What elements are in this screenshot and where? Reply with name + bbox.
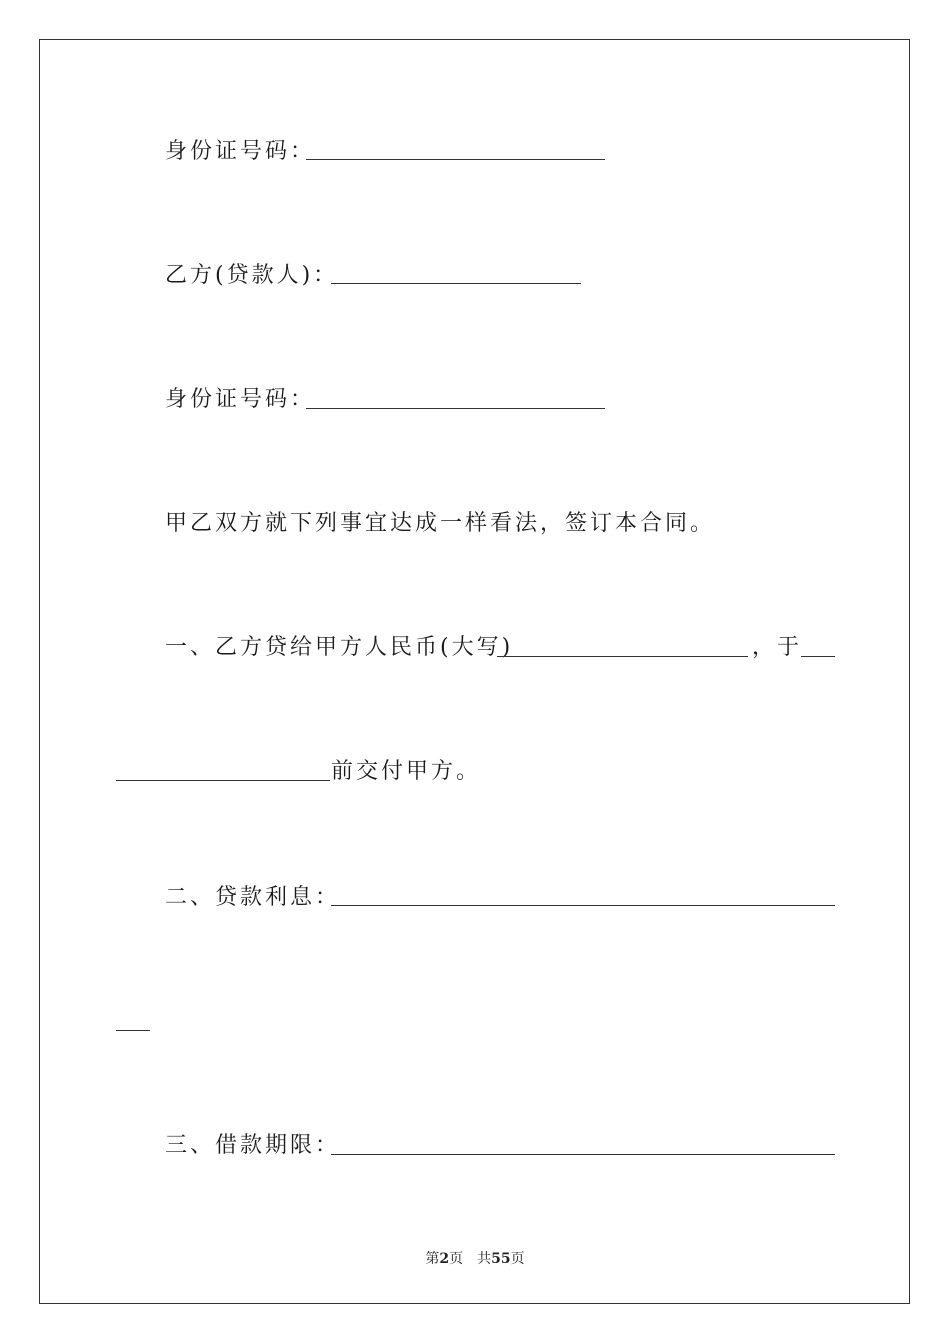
party-b-blank[interactable]: [331, 283, 581, 284]
clause1-text-b: ，于: [752, 635, 803, 660]
id-number-label-2: 身份证号码：: [165, 387, 316, 412]
footer-suffix: 页: [510, 1251, 525, 1267]
page-border: [39, 39, 910, 1304]
clause1-text-c: 前交付甲方。: [331, 759, 482, 784]
interest-blank[interactable]: [331, 905, 835, 906]
footer-middle: 页 共: [449, 1251, 492, 1267]
id-number-blank-1[interactable]: [306, 159, 605, 160]
date-blank-end[interactable]: [116, 780, 330, 781]
party-b-label: 乙方(贷款人)：: [165, 263, 339, 288]
amount-blank[interactable]: [497, 656, 748, 657]
page-footer: [0, 1248, 950, 1268]
clause3-label: 三、借款期限：: [165, 1133, 341, 1158]
id-number-label-1: 身份证号码：: [165, 139, 316, 164]
term-blank[interactable]: [331, 1154, 835, 1155]
agreement-text: 甲乙双方就下列事宜达成一样看法，签订本合同。: [165, 511, 716, 536]
id-number-blank-2[interactable]: [306, 408, 605, 409]
footer-total-pages: 55: [491, 1251, 511, 1267]
interest-blank-continued[interactable]: [116, 1030, 150, 1031]
clause2-label: 二、贷款利息：: [165, 885, 341, 910]
footer-page-number: 2: [439, 1251, 450, 1267]
footer-prefix: 第: [425, 1251, 440, 1267]
date-blank-start[interactable]: [801, 656, 835, 657]
clause1-text-a: 一、乙方贷给甲方人民币(大写): [165, 635, 514, 660]
